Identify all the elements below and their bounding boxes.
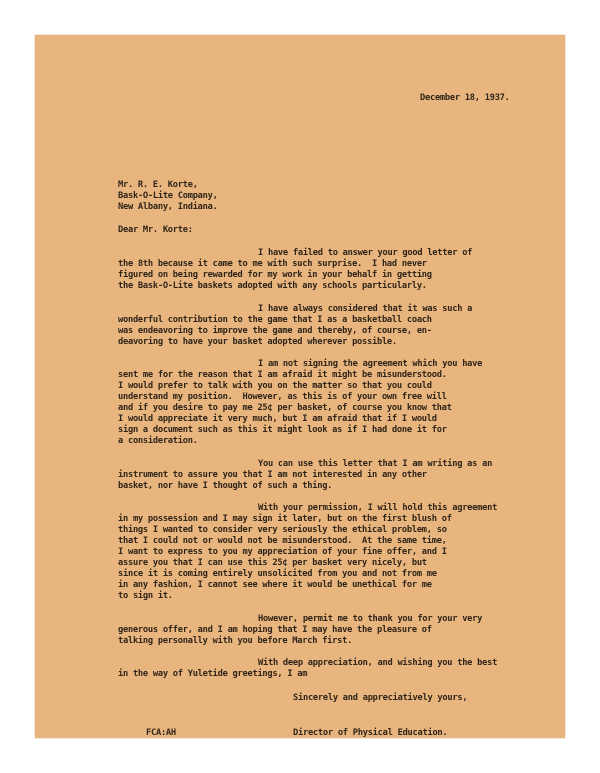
address-line: New Albany, Indiana. [118,202,218,212]
paragraph-line: in my possession and I may sign it later, but on the first blush of [118,514,452,524]
paragraph-line: in any fashion, I cannot see where it would be unethical for me [118,580,432,590]
paragraph-line: I have failed to answer your good letter of [258,248,473,258]
paragraph-line: deavoring to have your basket adopted wherever possible. [118,337,397,347]
paragraph-line: instrument to assure you that I am not interested in any other [118,470,427,480]
paragraph-line: With your permission, I will hold this agreement [258,503,498,513]
paragraph-line: I want to express to you my appreciation of your fine offer, and I [118,547,447,557]
paragraph-line: to sign it. [118,591,173,601]
typist-initials: FCA:AH [146,728,176,738]
paragraph-line: and if you desire to pay me 25¢ per basket, of course you know that [118,403,452,413]
paragraph-line: However, permit me to thank you for your very [258,614,483,624]
letter-page [35,35,565,738]
paragraph-line: that I could not or would not be misunderstood. At the same time, [118,536,447,546]
paragraph-line: in the way of Yuletide greetings, I am [118,669,308,679]
paragraph-line: I have always considered that it was such a [258,304,473,314]
paragraph-line: I would prefer to talk with you on the matter so that you could [118,381,432,391]
paragraph-line: figured on being rewarded for my work in your behalf in getting [118,270,432,280]
paragraph-line: understand my position. However, as this is of your own free will [118,392,447,402]
closing-line: Sincerely and appreciatively yours, [293,693,468,703]
paragraph-line: generous offer, and I am hoping that I may have the pleasure of [118,625,432,635]
paragraph-line: basket, nor have I thought of such a thing. [118,481,333,491]
date-line: December 18, 1937. [420,93,510,103]
paragraph-line: You can use this letter that I am writing as an [258,459,493,469]
paragraph-line: assure you that I can use this 25¢ per basket very nicely, but [118,558,427,568]
address-line: Mr. R. E. Korte, [118,180,198,190]
paragraph-line: a consideration. [118,436,198,446]
paragraph-line: the 8th because it came to me with such surprise. I had never [118,259,427,269]
paragraph-line: wonderful contribution to the game that I as a basketball coach [118,315,432,325]
paragraph-line: talking personally with you before March first. [118,636,353,646]
salutation: Dear Mr. Korte: [118,225,193,235]
paragraph-line: since it is coming entirely unsolicited from you and not from me [118,569,437,579]
paragraph-line: was endeavoring to improve the game and thereby, of course, en- [118,326,432,336]
paragraph-line: sign a document such as this it might look as if I had done it for [118,425,447,435]
paragraph-line: the Bask-O-Lite baskets adopted with any schools particularly. [118,281,427,291]
paragraph-line: With deep appreciation, and wishing you the best [258,658,498,668]
paragraph-line: sent me for the reason that I am afraid it might be misunderstood. [118,370,447,380]
signature-title: Director of Physical Education. [293,728,448,738]
paragraph-line: I am not signing the agreement which you have [258,359,483,369]
paragraph-line: things I wanted to consider very seriously the ethical problem, so [118,525,447,535]
paragraph-line: I would appreciate it very much, but I am afraid that if I would [118,414,437,424]
address-line: Bask-O-Lite Company, [118,191,218,201]
